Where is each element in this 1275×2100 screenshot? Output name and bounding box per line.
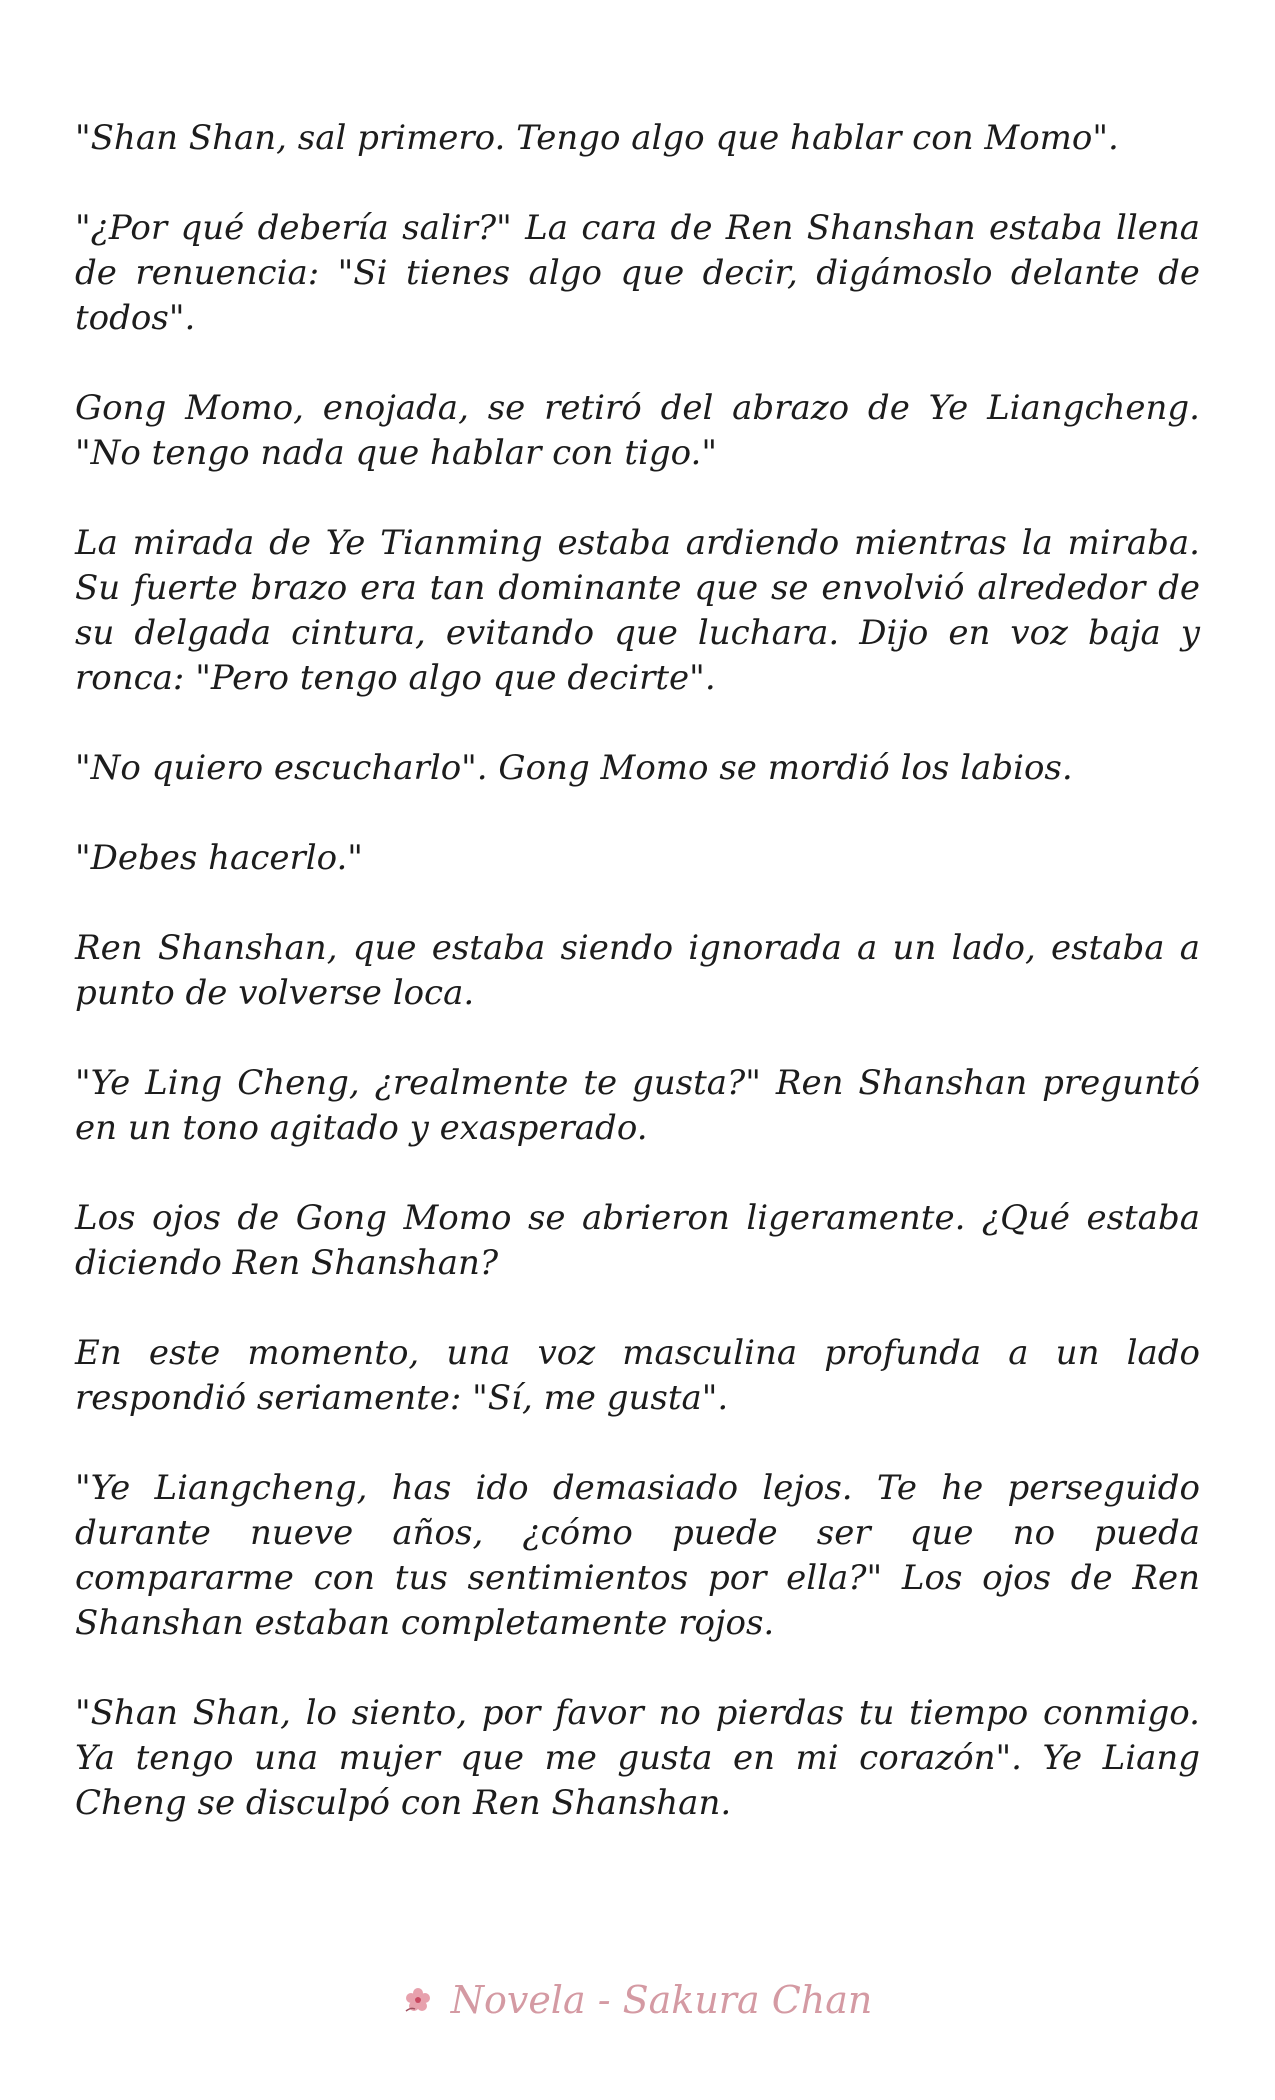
sakura-flower-icon [403, 1978, 451, 2022]
paragraph: "Debes hacerlo." [75, 838, 363, 878]
paragraph: Ren Shanshan, que estaba siendo ignorada a un lado, estaba a punto de volverse loca. [75, 928, 1200, 1013]
paragraph: "Ye Liangcheng, has ido demasiado lejos. Te he perseguido durante nueve años, ¿cómo puede ser que no pueda compararme con tus sentimientos por ella?" Los ojos de Ren Shanshan estaban completamente rojos. [75, 1468, 1200, 1643]
paragraph: "Shan Shan, sal primero. Tengo algo que hablar con Momo". [75, 118, 1119, 158]
paragraph: Los ojos de Gong Momo se abrieron ligeramente. ¿Qué estaba diciendo Ren Shanshan? [75, 1198, 1200, 1283]
paragraph: "Shan Shan, lo siento, por favor no pierdas tu tiempo conmigo. Ya tengo una mujer que me gusta en mi corazón". Ye Liang Cheng se disculpó con Ren Shanshan. [75, 1693, 1200, 1823]
watermark-text: Novela - Sakura Chan [450, 1978, 873, 2022]
chapter-text [75, 116, 1200, 1871]
paragraph: En este momento, una voz masculina profunda a un lado respondió seriamente: "Sí, me gusta". [75, 1333, 1200, 1418]
paragraph: La mirada de Ye Tianming estaba ardiendo mientras la miraba. Su fuerte brazo era tan dominante que se envolvió alrededor de su delgada cintura, evitando que luchara. Dijo en voz baja y ronca: "Pero tengo algo que decirte". [75, 523, 1200, 698]
paragraph: "Ye Ling Cheng, ¿realmente te gusta?" Ren Shanshan preguntó en un tono agitado y exasperado. [75, 1063, 1200, 1148]
paragraph: "¿Por qué debería salir?" La cara de Ren Shanshan estaba llena de renuencia: "Si tienes algo que decir, digámoslo delante de todos". [75, 208, 1200, 338]
paragraph: "No quiero escucharlo". Gong Momo se mordió los labios. [75, 748, 1073, 788]
watermark [0, 1978, 1275, 2022]
paragraph: Gong Momo, enojada, se retiró del abrazo de Ye Liangcheng. "No tengo nada que hablar con tigo." [75, 388, 1200, 473]
